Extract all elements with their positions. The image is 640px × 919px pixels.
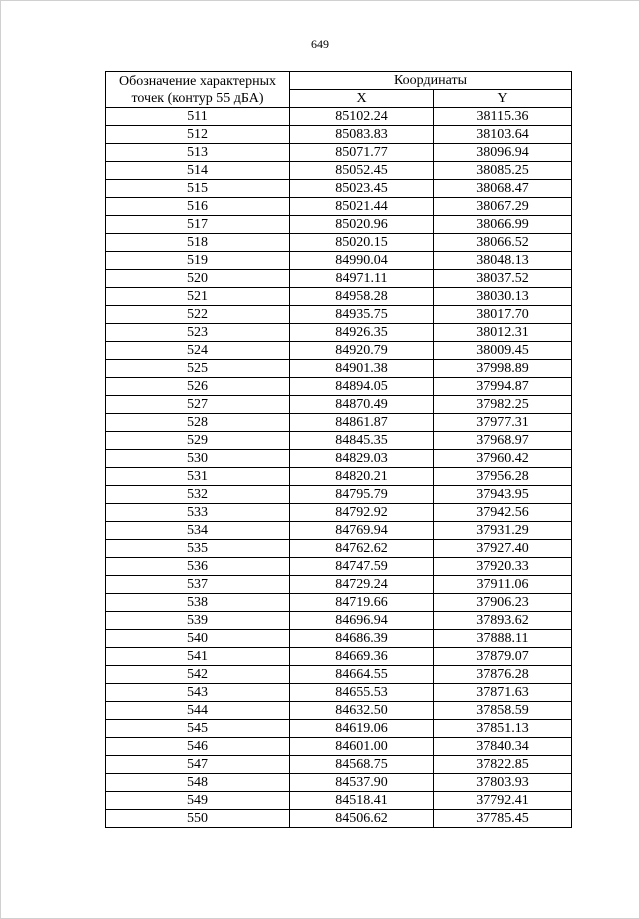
table-row [106, 126, 572, 144]
x-coordinate-cell: 84870.49 [290, 396, 434, 414]
table-row [106, 522, 572, 540]
y-coordinate-cell: 38017.70 [434, 306, 572, 324]
table-row [106, 504, 572, 522]
y-coordinate-cell: 37998.89 [434, 360, 572, 378]
table-row [106, 144, 572, 162]
x-coordinate-cell: 84829.03 [290, 450, 434, 468]
x-coordinate-cell: 84601.00 [290, 738, 434, 756]
point-id-cell: 535 [106, 540, 290, 558]
point-id-cell: 527 [106, 396, 290, 414]
table-row [106, 666, 572, 684]
x-coordinate-cell: 85021.44 [290, 198, 434, 216]
y-coordinate-cell: 37879.07 [434, 648, 572, 666]
table-row [106, 162, 572, 180]
y-coordinate-cell: 38096.94 [434, 144, 572, 162]
x-coordinate-cell: 84845.35 [290, 432, 434, 450]
header-point-designation: Обозначение характерных точек (контур 55 дБА) [106, 72, 290, 108]
header-y: Y [434, 90, 572, 108]
x-coordinate-cell: 84568.75 [290, 756, 434, 774]
y-coordinate-cell: 37968.97 [434, 432, 572, 450]
table-row [106, 450, 572, 468]
y-coordinate-cell: 37942.56 [434, 504, 572, 522]
x-coordinate-cell: 85023.45 [290, 180, 434, 198]
table-row [106, 738, 572, 756]
point-id-cell: 511 [106, 108, 290, 126]
x-coordinate-cell: 84696.94 [290, 612, 434, 630]
point-id-cell: 547 [106, 756, 290, 774]
x-coordinate-cell: 84632.50 [290, 702, 434, 720]
point-id-cell: 515 [106, 180, 290, 198]
y-coordinate-cell: 37994.87 [434, 378, 572, 396]
y-coordinate-cell: 38048.13 [434, 252, 572, 270]
x-coordinate-cell: 84935.75 [290, 306, 434, 324]
table-row [106, 756, 572, 774]
table-row [106, 792, 572, 810]
point-id-cell: 533 [106, 504, 290, 522]
point-id-cell: 530 [106, 450, 290, 468]
y-coordinate-cell: 37792.41 [434, 792, 572, 810]
header-x: X [290, 90, 434, 108]
y-coordinate-cell: 38037.52 [434, 270, 572, 288]
table-row [106, 378, 572, 396]
table-row [106, 468, 572, 486]
table-row [106, 414, 572, 432]
x-coordinate-cell: 84537.90 [290, 774, 434, 792]
table-row [106, 234, 572, 252]
y-coordinate-cell: 37927.40 [434, 540, 572, 558]
x-coordinate-cell: 84792.92 [290, 504, 434, 522]
point-id-cell: 546 [106, 738, 290, 756]
table-row [106, 810, 572, 828]
point-id-cell: 529 [106, 432, 290, 450]
x-coordinate-cell: 84719.66 [290, 594, 434, 612]
table-row [106, 774, 572, 792]
point-id-cell: 522 [106, 306, 290, 324]
x-coordinate-cell: 84861.87 [290, 414, 434, 432]
point-id-cell: 526 [106, 378, 290, 396]
x-coordinate-cell: 84518.41 [290, 792, 434, 810]
table-row [106, 108, 572, 126]
point-id-cell: 536 [106, 558, 290, 576]
point-id-cell: 540 [106, 630, 290, 648]
point-id-cell: 538 [106, 594, 290, 612]
point-id-cell: 543 [106, 684, 290, 702]
table-row [106, 630, 572, 648]
y-coordinate-cell: 38115.36 [434, 108, 572, 126]
y-coordinate-cell: 38103.64 [434, 126, 572, 144]
point-id-cell: 534 [106, 522, 290, 540]
x-coordinate-cell: 84795.79 [290, 486, 434, 504]
x-coordinate-cell: 84664.55 [290, 666, 434, 684]
table-row [106, 720, 572, 738]
y-coordinate-cell: 38068.47 [434, 180, 572, 198]
table-row [106, 594, 572, 612]
table-row [106, 432, 572, 450]
table-row [106, 576, 572, 594]
y-coordinate-cell: 38009.45 [434, 342, 572, 360]
table-row [106, 612, 572, 630]
point-id-cell: 513 [106, 144, 290, 162]
y-coordinate-cell: 37876.28 [434, 666, 572, 684]
point-id-cell: 532 [106, 486, 290, 504]
table-row [106, 342, 572, 360]
x-coordinate-cell: 84619.06 [290, 720, 434, 738]
x-coordinate-cell: 84926.35 [290, 324, 434, 342]
header-coordinates: Координаты [290, 72, 572, 90]
y-coordinate-cell: 37920.33 [434, 558, 572, 576]
table-row [106, 324, 572, 342]
table-row [106, 684, 572, 702]
x-coordinate-cell: 84990.04 [290, 252, 434, 270]
x-coordinate-cell: 84506.62 [290, 810, 434, 828]
x-coordinate-cell: 84655.53 [290, 684, 434, 702]
point-id-cell: 541 [106, 648, 290, 666]
y-coordinate-cell: 37851.13 [434, 720, 572, 738]
y-coordinate-cell: 37931.29 [434, 522, 572, 540]
x-coordinate-cell: 84894.05 [290, 378, 434, 396]
table-row [106, 198, 572, 216]
y-coordinate-cell: 38085.25 [434, 162, 572, 180]
y-coordinate-cell: 38067.29 [434, 198, 572, 216]
point-id-cell: 521 [106, 288, 290, 306]
table-row [106, 270, 572, 288]
table-row [106, 540, 572, 558]
point-id-cell: 545 [106, 720, 290, 738]
table-row [106, 180, 572, 198]
point-id-cell: 517 [106, 216, 290, 234]
y-coordinate-cell: 37906.23 [434, 594, 572, 612]
x-coordinate-cell: 84729.24 [290, 576, 434, 594]
x-coordinate-cell: 84958.28 [290, 288, 434, 306]
point-id-cell: 537 [106, 576, 290, 594]
point-id-cell: 548 [106, 774, 290, 792]
point-id-cell: 514 [106, 162, 290, 180]
point-id-cell: 539 [106, 612, 290, 630]
y-coordinate-cell: 38066.99 [434, 216, 572, 234]
point-id-cell: 519 [106, 252, 290, 270]
y-coordinate-cell: 37822.85 [434, 756, 572, 774]
y-coordinate-cell: 37956.28 [434, 468, 572, 486]
page-number: 649 [311, 37, 329, 51]
table-row [106, 702, 572, 720]
point-id-cell: 518 [106, 234, 290, 252]
y-coordinate-cell: 37960.42 [434, 450, 572, 468]
point-id-cell: 523 [106, 324, 290, 342]
x-coordinate-cell: 84762.62 [290, 540, 434, 558]
x-coordinate-cell: 84971.11 [290, 270, 434, 288]
table-row [106, 288, 572, 306]
point-id-cell: 528 [106, 414, 290, 432]
table-row [106, 306, 572, 324]
y-coordinate-cell: 37977.31 [434, 414, 572, 432]
y-coordinate-cell: 37871.63 [434, 684, 572, 702]
x-coordinate-cell: 85020.96 [290, 216, 434, 234]
table-body [106, 108, 572, 828]
point-id-cell: 516 [106, 198, 290, 216]
y-coordinate-cell: 37943.95 [434, 486, 572, 504]
x-coordinate-cell: 84769.94 [290, 522, 434, 540]
coordinates-table [105, 71, 572, 828]
y-coordinate-cell: 37840.34 [434, 738, 572, 756]
y-coordinate-cell: 37911.06 [434, 576, 572, 594]
x-coordinate-cell: 85071.77 [290, 144, 434, 162]
point-id-cell: 542 [106, 666, 290, 684]
table-row [106, 360, 572, 378]
x-coordinate-cell: 84901.38 [290, 360, 434, 378]
x-coordinate-cell: 84920.79 [290, 342, 434, 360]
x-coordinate-cell: 85102.24 [290, 108, 434, 126]
y-coordinate-cell: 37888.11 [434, 630, 572, 648]
x-coordinate-cell: 85020.15 [290, 234, 434, 252]
point-id-cell: 544 [106, 702, 290, 720]
y-coordinate-cell: 38030.13 [434, 288, 572, 306]
x-coordinate-cell: 85052.45 [290, 162, 434, 180]
x-coordinate-cell: 84747.59 [290, 558, 434, 576]
point-id-cell: 550 [106, 810, 290, 828]
table-row [106, 396, 572, 414]
y-coordinate-cell: 37982.25 [434, 396, 572, 414]
table-row [106, 648, 572, 666]
x-coordinate-cell: 85083.83 [290, 126, 434, 144]
point-id-cell: 524 [106, 342, 290, 360]
point-id-cell: 525 [106, 360, 290, 378]
y-coordinate-cell: 38012.31 [434, 324, 572, 342]
point-id-cell: 512 [106, 126, 290, 144]
table-row [106, 486, 572, 504]
y-coordinate-cell: 37785.45 [434, 810, 572, 828]
x-coordinate-cell: 84686.39 [290, 630, 434, 648]
table-row [106, 252, 572, 270]
point-id-cell: 549 [106, 792, 290, 810]
y-coordinate-cell: 38066.52 [434, 234, 572, 252]
point-id-cell: 520 [106, 270, 290, 288]
y-coordinate-cell: 37893.62 [434, 612, 572, 630]
x-coordinate-cell: 84820.21 [290, 468, 434, 486]
y-coordinate-cell: 37858.59 [434, 702, 572, 720]
point-id-cell: 531 [106, 468, 290, 486]
y-coordinate-cell: 37803.93 [434, 774, 572, 792]
table-row [106, 558, 572, 576]
table-row [106, 216, 572, 234]
x-coordinate-cell: 84669.36 [290, 648, 434, 666]
